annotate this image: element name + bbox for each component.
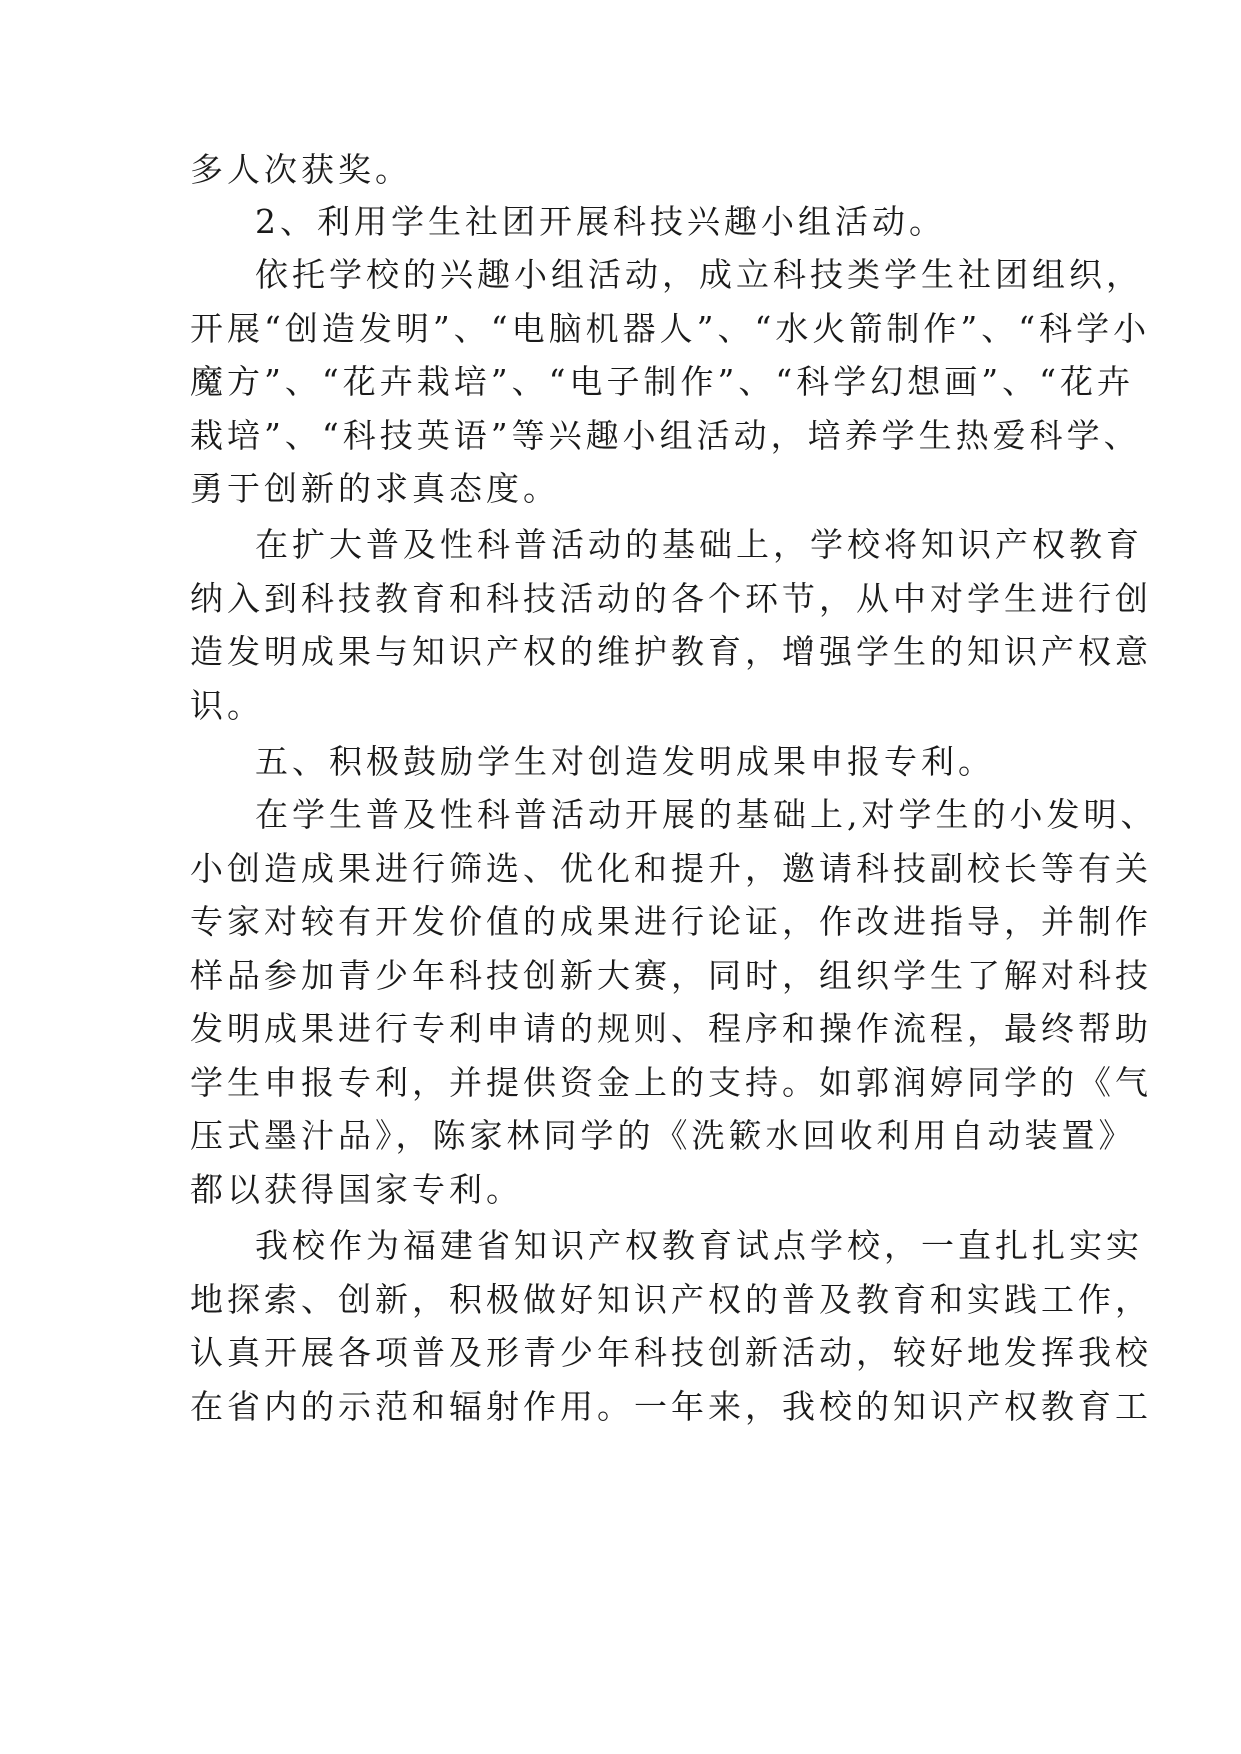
text-line: 魔方”、“花卉栽培”、“电子制作”、“科学幻想画”、“花卉 — [190, 362, 1134, 401]
text-line: 在学生普及性科普活动开展的基础上,对学生的小发明、 — [255, 795, 1158, 834]
text-line: 依托学校的兴趣小组活动，成立科技类学生社团组织， — [255, 255, 1143, 294]
text-line: 在省内的示范和辐射作用。一年来，我校的知识产权教育工 — [190, 1387, 1152, 1426]
text-line: 认真开展各项普及形青少年科技创新活动，较好地发挥我校 — [190, 1333, 1152, 1372]
text-line: 压式墨汁品》，陈家林同学的《洗簌水回收利用自动装置》 — [190, 1116, 1136, 1155]
text-line: 小创造成果进行筛选、优化和提升，邀请科技副校长等有关 — [190, 849, 1152, 888]
section-heading: 2、利用学生社团开展科技兴趣小组活动。 — [255, 202, 946, 241]
text-line: 在扩大普及性科普活动的基础上，学校将知识产权教育 — [255, 525, 1143, 564]
text-line: 发明成果进行专利申请的规则、程序和操作流程，最终帮助 — [190, 1009, 1152, 1048]
text-line: 开展“创造发明”、“电脑机器人”、“水火箭制作”、“科学小 — [190, 309, 1151, 348]
text-line: 勇于创新的求真态度。 — [190, 469, 560, 508]
text-line: 栽培”、“科技英语”等兴趣小组活动，培养学生热爱科学、 — [190, 416, 1141, 455]
text-line: 纳入到科技教育和科技活动的各个环节，从中对学生进行创 — [190, 579, 1152, 618]
section-heading: 五、积极鼓励学生对创造发明成果申报专利。 — [255, 742, 995, 781]
text-line: 学生申报专利，并提供资金上的支持。如郭润婷同学的《气 — [190, 1063, 1152, 1102]
text-line: 地探索、创新，积极做好知识产权的普及教育和实践工作， — [190, 1280, 1152, 1319]
text-line: 造发明成果与知识产权的维护教育，增强学生的知识产权意 — [190, 632, 1152, 671]
text-line: 样品参加青少年科技创新大赛，同时，组织学生了解对科技 — [190, 956, 1152, 995]
text-line: 多人次获奖。 — [190, 150, 412, 189]
text-line: 识。 — [190, 686, 264, 725]
text-line: 都以获得国家专利。 — [190, 1170, 523, 1209]
text-line: 我校作为福建省知识产权教育试点学校，一直扎扎实实 — [255, 1226, 1143, 1265]
text-line: 专家对较有开发价值的成果进行论证，作改进指导，并制作 — [190, 902, 1152, 941]
